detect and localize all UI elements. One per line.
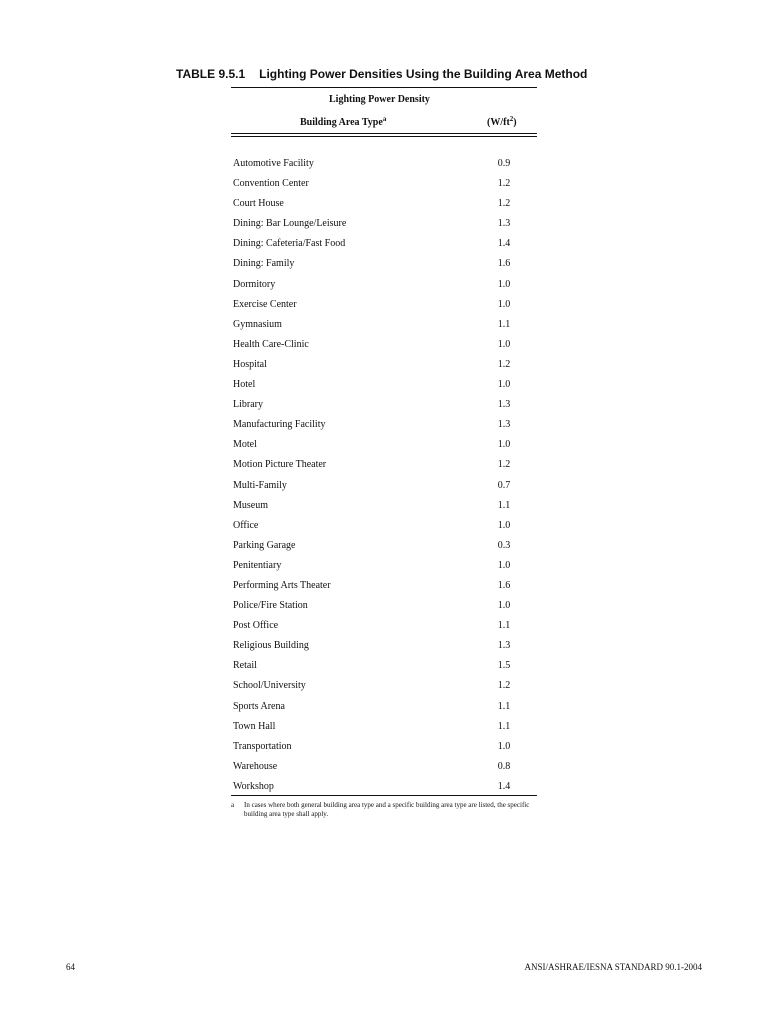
header-rule-double (231, 136, 537, 137)
lighting-power-density-value: 1.0 (497, 298, 511, 310)
building-area-type: Museum (233, 499, 268, 511)
lighting-power-density-value: 0.7 (497, 479, 511, 491)
building-area-type: Hospital (233, 358, 267, 370)
lighting-power-density-value: 1.5 (497, 660, 511, 672)
lighting-power-density-value: 0.8 (497, 760, 511, 772)
group-header: Lighting Power Density (329, 94, 430, 105)
table-row (233, 596, 533, 616)
lighting-power-density-value: 1.3 (497, 640, 511, 652)
lighting-power-density-value: 1.2 (497, 198, 511, 210)
lighting-power-density-value: 1.4 (497, 238, 511, 250)
lighting-power-density-value: 1.0 (497, 600, 511, 612)
column-header-unit (487, 117, 517, 129)
building-area-type: Religious Building (233, 640, 309, 652)
building-area-type: Convention Center (233, 178, 309, 190)
building-area-type: Multi-Family (233, 479, 287, 491)
lighting-power-density-value: 1.3 (497, 419, 511, 431)
table-row (233, 295, 533, 315)
lighting-power-density-value: 1.2 (497, 358, 511, 370)
table-row (233, 556, 533, 576)
building-area-type: Transportation (233, 740, 292, 752)
table-row (233, 174, 533, 194)
table-row (233, 636, 533, 656)
table-row (233, 616, 533, 636)
lighting-power-density-value: 0.9 (497, 158, 511, 169)
lighting-power-density-value: 1.2 (497, 680, 511, 692)
lighting-power-density-value: 1.6 (497, 258, 511, 270)
unit-close: ) (513, 117, 517, 128)
column-header-building-area-type (300, 117, 386, 129)
standard-name: ANSI/ASHRAE/IESNA STANDARD 90.1-2004 (524, 962, 702, 972)
table-row (233, 395, 533, 415)
building-area-type: Parking Garage (233, 539, 296, 551)
table-row (233, 656, 533, 676)
building-area-type: Hotel (233, 379, 256, 391)
table-row (233, 536, 533, 556)
building-area-type: Retail (233, 660, 257, 672)
table-bottom-rule (231, 795, 537, 796)
building-area-type: Dormitory (233, 278, 276, 290)
table-row (233, 777, 533, 797)
table-row (233, 335, 533, 355)
lighting-power-density-value: 1.3 (497, 218, 511, 230)
lighting-power-density-value: 1.0 (497, 519, 511, 531)
table-row (233, 275, 533, 295)
building-area-type: Motion Picture Theater (233, 459, 327, 471)
building-area-type: School/University (233, 680, 306, 692)
table-row (233, 415, 533, 435)
table-row (233, 717, 533, 737)
lighting-power-density-value: 1.6 (497, 579, 511, 591)
lighting-power-density-value: 1.0 (497, 338, 511, 350)
table-number: TABLE 9.5.1 (176, 67, 246, 81)
column-header-type-text: Building Area Type (300, 117, 383, 128)
building-area-type: Exercise Center (233, 298, 297, 310)
building-area-type: Library (233, 399, 263, 411)
table-row (233, 315, 533, 335)
table-row (233, 214, 533, 234)
lighting-power-density-value: 1.0 (497, 740, 511, 752)
lighting-power-density-value: 1.1 (497, 720, 511, 732)
unit-open: (W/ft (487, 117, 510, 128)
building-area-type: Dining: Family (233, 258, 295, 270)
building-area-type: Dining: Bar Lounge/Leisure (233, 218, 347, 230)
table-row (233, 455, 533, 475)
building-area-type: Court House (233, 198, 284, 210)
table-row (233, 676, 533, 696)
building-area-type: Post Office (233, 620, 279, 632)
table-row (233, 737, 533, 757)
building-area-type: Dining: Cafeteria/Fast Food (233, 238, 346, 250)
table-row (233, 576, 533, 596)
table-body (233, 154, 533, 797)
unit-exponent: 2 (509, 115, 514, 123)
building-area-type: Motel (233, 439, 257, 451)
lighting-power-density-value: 1.0 (497, 439, 511, 451)
table-row (233, 516, 533, 536)
building-area-type: Penitentiary (233, 559, 282, 571)
header-rule (231, 133, 537, 134)
table-row (233, 496, 533, 516)
lighting-power-density-value: 1.0 (497, 379, 511, 391)
table-row (233, 234, 533, 254)
table-footnote (231, 801, 541, 819)
building-area-type: Office (233, 519, 259, 531)
table-row (233, 194, 533, 214)
table-row (233, 154, 533, 174)
lighting-power-density-value: 1.0 (497, 559, 511, 571)
lighting-power-density-value: 1.1 (497, 700, 511, 712)
lighting-power-density-value: 1.2 (497, 178, 511, 190)
lighting-power-density-value: 1.1 (497, 318, 511, 330)
footnote-reference: a (382, 115, 387, 123)
table-row (233, 757, 533, 777)
footnote-text: In cases where both general building area type and a specific building area type are listed, the specific building area type shall apply. (244, 801, 530, 818)
table-top-rule (231, 87, 537, 88)
lighting-power-density-value: 1.2 (497, 459, 511, 471)
building-area-type: Workshop (233, 780, 274, 792)
footnote-mark: a (231, 801, 235, 809)
building-area-type: Warehouse (233, 760, 278, 772)
lighting-power-density-value: 1.3 (497, 399, 511, 411)
lighting-power-density-value: 0.3 (497, 539, 511, 551)
table-row (233, 435, 533, 455)
lighting-power-density-value: 1.0 (497, 278, 511, 290)
building-area-type: Town Hall (233, 720, 276, 732)
table-row (233, 355, 533, 375)
page-number: 64 (66, 962, 75, 972)
building-area-type: Automotive Facility (233, 158, 314, 169)
table-row (233, 476, 533, 496)
building-area-type: Sports Arena (233, 700, 285, 712)
table-row (233, 254, 533, 274)
building-area-type: Health Care-Clinic (233, 338, 309, 350)
table-title: Lighting Power Densities Using the Building Area Method (259, 67, 588, 81)
building-area-type: Manufacturing Facility (233, 419, 326, 431)
building-area-type: Police/Fire Station (233, 600, 308, 612)
lighting-power-density-value: 1.4 (497, 780, 511, 792)
lighting-power-density-value: 1.1 (497, 499, 511, 511)
table-row (233, 697, 533, 717)
table-row (233, 375, 533, 395)
building-area-type: Gymnasium (233, 318, 282, 330)
building-area-type: Performing Arts Theater (233, 579, 331, 591)
lighting-power-density-value: 1.1 (497, 620, 511, 632)
table-heading (176, 66, 587, 82)
